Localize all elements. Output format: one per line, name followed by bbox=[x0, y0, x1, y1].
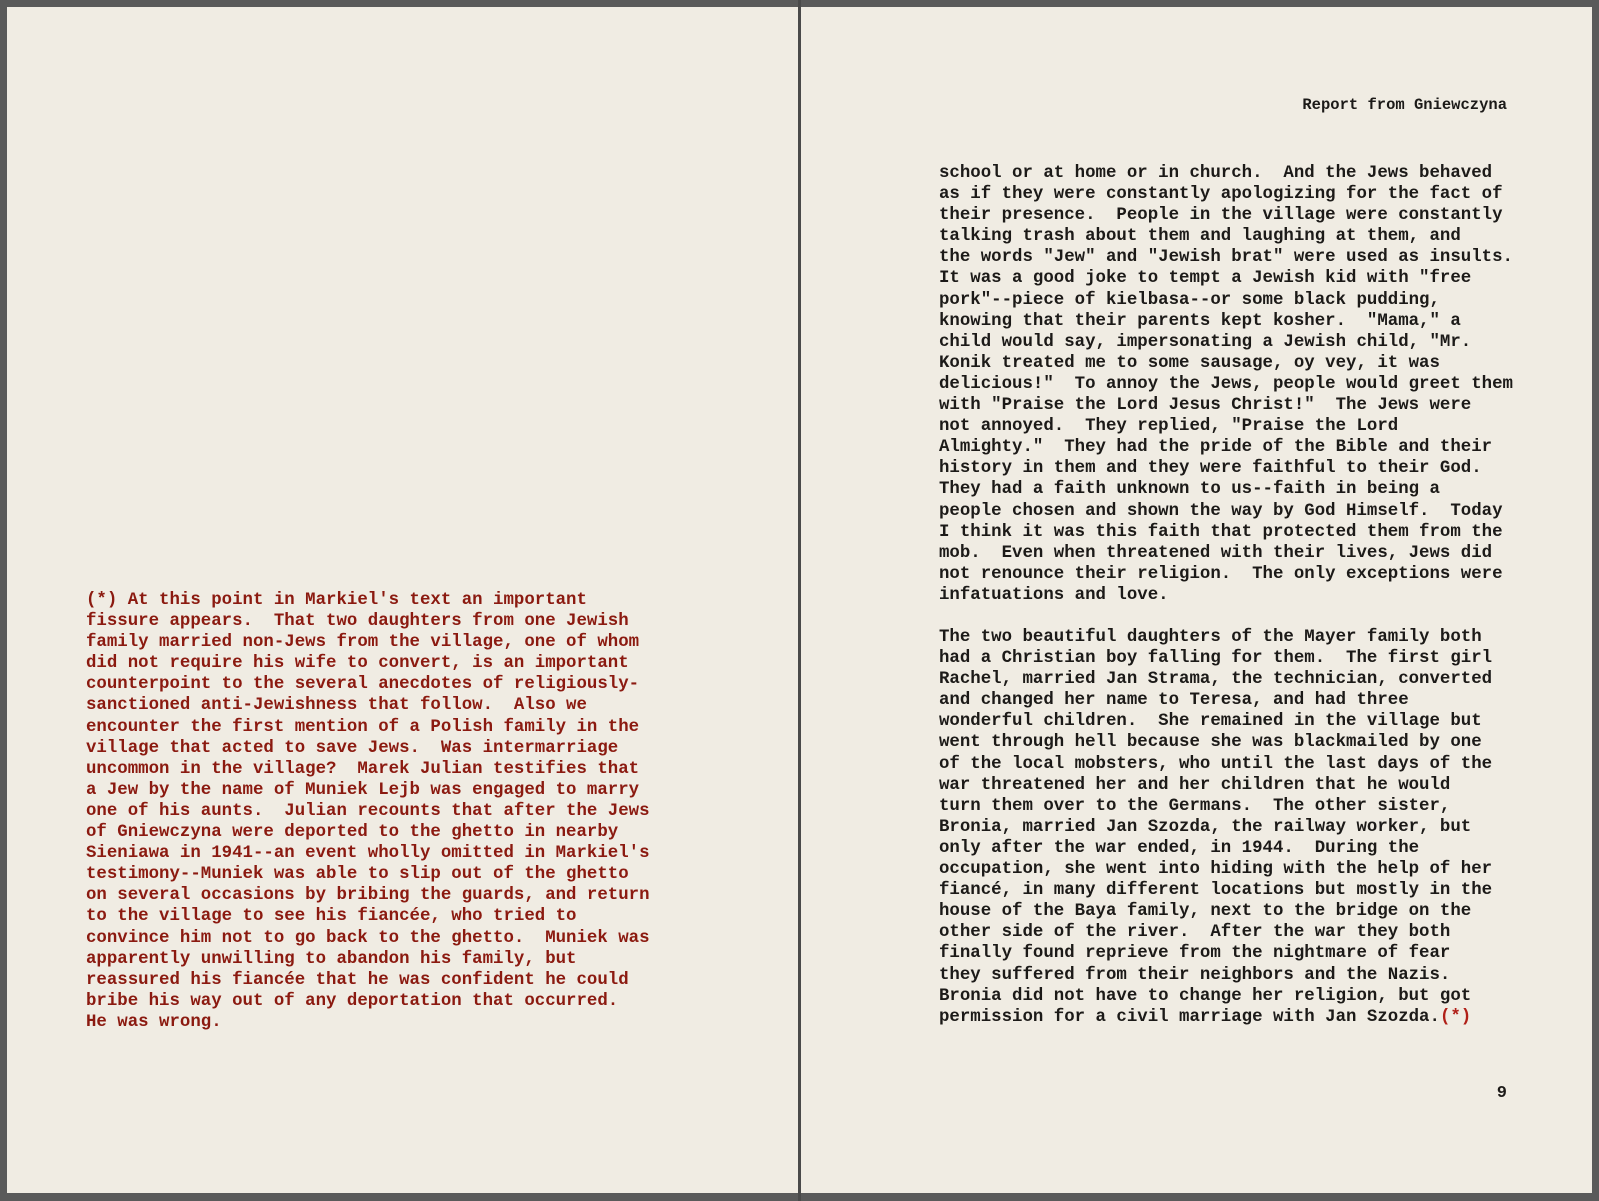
page-number: 9 bbox=[1496, 1084, 1507, 1103]
right-page bbox=[801, 7, 1592, 1193]
body-paragraph-2-text: The two beautiful daughters of the Mayer family both had a Christian boy falling for them. The first girl Rachel, married Jan Strama, the technician, converted and changed her name to Teresa, and had three wonderful children. She remained in the village but went through hell because she was blackmailed by one of the local mobsters, who until the last days of the war threatened her and her children that he would turn them over to the Germans. The other sister, Bronia, married Jan Szozda, the railway worker, but only after the war ended, in 1944. During the occupation, she went into hiding with the help of her fiancé, in many different locations but mostly in the house of the Baya family, next to the bridge on the other side of the river. After the war they both finally found reprieve from the nightmare of fear they suffered from their neighbors and the Nazis. Bronia did not have to change her religion, but got permission for a civil marriage with Jan Szozda. bbox=[939, 628, 1493, 1027]
body-paragraph-1: school or at home or in church. And the Jews behaved as if they were constantly apologizing for the fact of their presence. People in the village were constantly talking trash about them and laughing at them, and the words "Jew" and "Jewish brat" were used as insults. It was a good joke to tempt a Jewish kid with "free pork"--piece of kielbasa--or some black pudding, knowing that their parents kept kosher. "Mama," a child would say, impersonating a Jewish child, "Mr. Konik treated me to some sausage, oy vey, it was delicious!" To annoy the Jews, people would greet them with "Praise the Lord Jesus Christ!" The Jews were not annoyed. They replied, "Praise the Lord Almighty." They had the pride of the Bible and their history in them and they were faithful to their God. They had a faith unknown to us--faith in being a people chosen and shown the way by God Himself. Today I think it was this faith that protected them from the mob. Even when threatened with their lives, Jews did not renounce their religion. The only exceptions were infatuations and love. bbox=[939, 164, 1513, 605]
footnote-text: (*) At this point in Markiel's text an important fissure appears. That two daughters from one Jewish family married non-Jews from the village, one of whom did not require his wife to convert, is an important counterpoint to the several anecdotes of religiously- sanctioned anti-Jewishness that follow. Also we encounter the first mention of a Polish family in the village that acted to save Jews. Was intermarriage uncommon in the village? Marek Julian testifies that a Jew by the name of Muniek Lejb was engaged to marry one of his aunts. Julian recounts that after the Jews of Gniewczyna were deported to the ghetto in nearby Sieniawa in 1941--an event wholly omitted in Markiel's testimony--Muniek was able to slip out of the ghetto on several occasions by bribing the guards, and return to the village to see his fiancée, who tried to convince him not to go back to the ghetto. Muniek was apparently unwilling to abandon his family, but reassured his fiancée that he was confident he could bribe his way out of any deportation that occurred. He was wrong. bbox=[86, 591, 650, 1032]
body-paragraph-2 bbox=[939, 627, 1492, 1028]
running-head: Report from Gniewczyna bbox=[1302, 96, 1507, 114]
footnote-marker[interactable]: (*) bbox=[1439, 1007, 1472, 1027]
left-page bbox=[7, 7, 798, 1193]
